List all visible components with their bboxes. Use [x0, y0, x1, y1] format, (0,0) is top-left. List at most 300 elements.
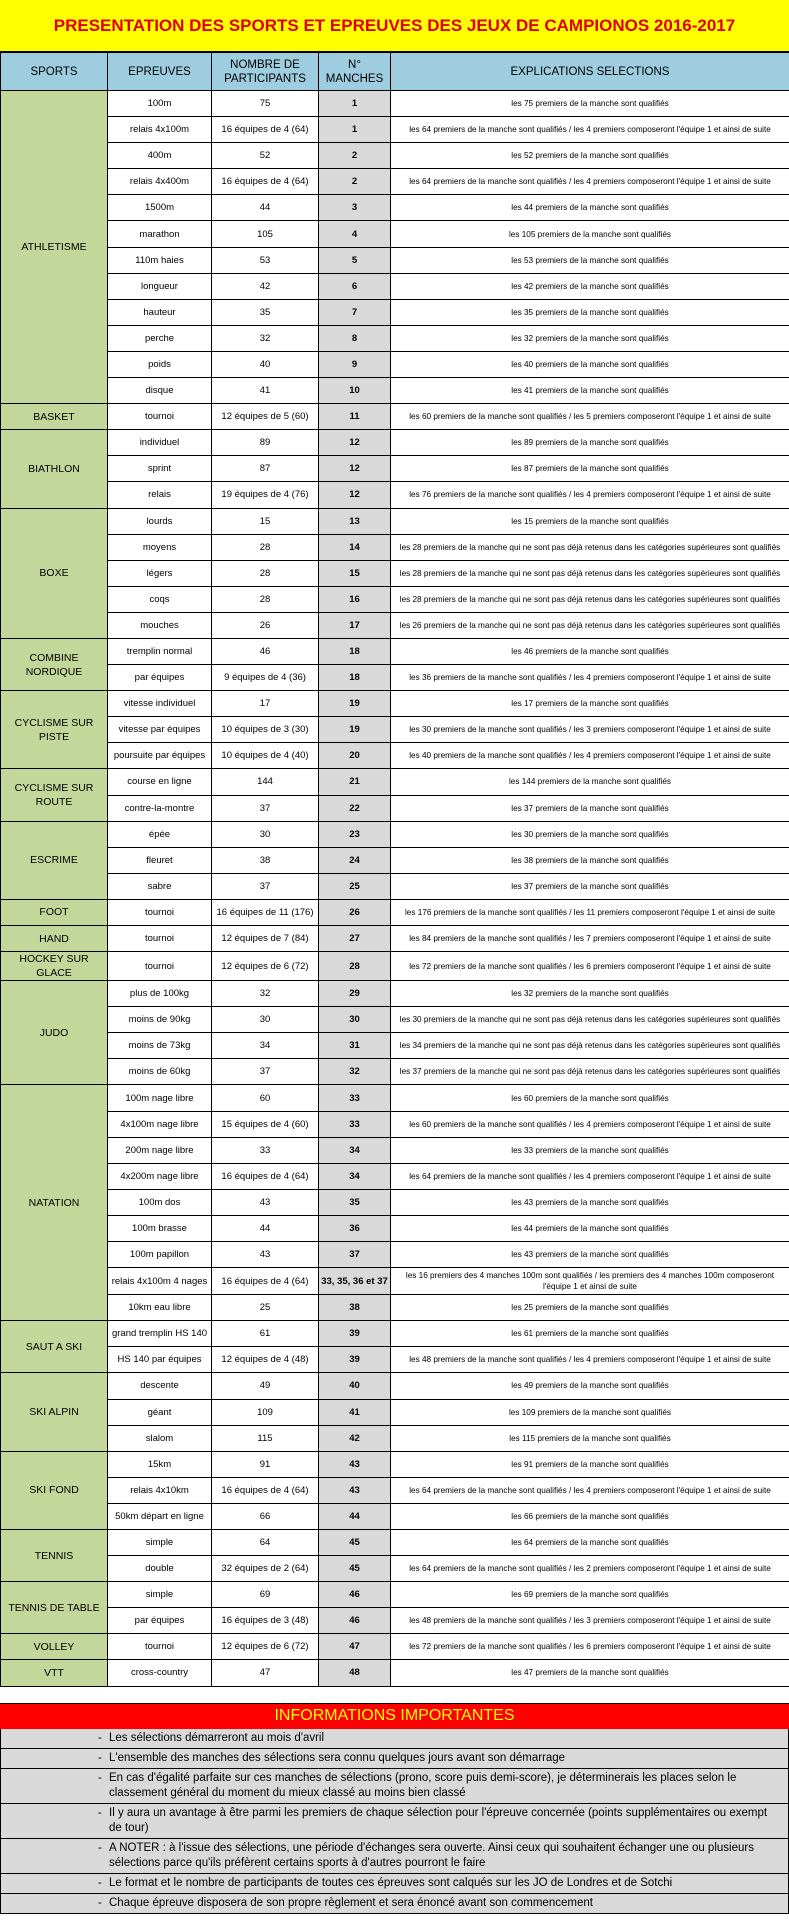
participants-count: 38: [212, 847, 319, 873]
manche-number: 2: [319, 143, 391, 169]
event-name: longueur: [108, 273, 212, 299]
manche-number: 15: [319, 560, 391, 586]
participants-count: 16 équipes de 4 (64): [212, 1163, 319, 1189]
participants-count: 109: [212, 1399, 319, 1425]
table-row: [1, 482, 789, 508]
participants-count: 52: [212, 143, 319, 169]
bullet-dash: -: [98, 1896, 102, 1909]
participants-count: 33: [212, 1137, 319, 1163]
event-name: 200m nage libre: [108, 1137, 212, 1163]
table-row: [1, 273, 789, 299]
table-row: [1, 981, 789, 1007]
manche-number: 1: [319, 91, 391, 117]
manche-number: 7: [319, 299, 391, 325]
manche-number: 33: [319, 1111, 391, 1137]
sport-name: NATATION: [1, 1085, 108, 1321]
event-name: moins de 90kg: [108, 1007, 212, 1033]
table-row: [1, 926, 789, 952]
table-row: [1, 430, 789, 456]
table-row: [1, 586, 789, 612]
event-name: tournoi: [108, 926, 212, 952]
event-name: relais 4x400m: [108, 169, 212, 195]
table-row: [1, 1007, 789, 1033]
manche-number: 2: [319, 169, 391, 195]
participants-count: 10 équipes de 3 (30): [212, 717, 319, 743]
header-participants: NOMBRE DE PARTICIPANTS: [212, 53, 319, 91]
manche-number: 33: [319, 1085, 391, 1111]
manche-number: 13: [319, 508, 391, 534]
manche-number: 8: [319, 325, 391, 351]
manche-number: 46: [319, 1582, 391, 1608]
manche-number: 28: [319, 952, 391, 981]
table-row: [1, 1347, 789, 1373]
table-row: [1, 1425, 789, 1451]
selection-explanation: les 52 premiers de la manche sont qualifiés: [391, 143, 789, 169]
info-item-text: Le format et le nombre de participants de toutes ces épreuves sont calqués sur les JO de Londres et de Sotchi: [109, 1876, 673, 1889]
page-title: PRESENTATION DES SPORTS ET EPREUVES DES JEUX DE CAMPIONOS 2016-2017: [0, 0, 789, 52]
selection-explanation: les 36 premiers de la manche sont qualifiés / les 4 premiers composeront l'équipe 1 et ainsi de suite: [391, 665, 789, 691]
sport-name: HOCKEY SUR GLACE: [1, 952, 108, 981]
selection-explanation: les 47 premiers de la manche sont qualifiés: [391, 1660, 789, 1686]
manche-number: 29: [319, 981, 391, 1007]
manche-number: 42: [319, 1425, 391, 1451]
manche-number: 19: [319, 717, 391, 743]
selection-explanation: les 38 premiers de la manche sont qualifiés: [391, 847, 789, 873]
selection-explanation: les 26 premiers de la manche qui ne sont pas déjà retenus dans les catégories supérieures sont qualifiés: [391, 612, 789, 638]
event-name: tournoi: [108, 952, 212, 981]
sport-name: SKI FOND: [1, 1451, 108, 1529]
participants-count: 16 équipes de 4 (64): [212, 1268, 319, 1295]
event-name: 50km départ en ligne: [108, 1503, 212, 1529]
manche-number: 31: [319, 1033, 391, 1059]
participants-count: 32: [212, 325, 319, 351]
event-name: vitesse par équipes: [108, 717, 212, 743]
selection-explanation: les 69 premiers de la manche sont qualifiés: [391, 1582, 789, 1608]
participants-count: 43: [212, 1242, 319, 1268]
table-row: [1, 717, 789, 743]
selection-explanation: les 84 premiers de la manche sont qualifiés / les 7 premiers composeront l'équipe 1 et ainsi de suite: [391, 926, 789, 952]
manche-number: 18: [319, 665, 391, 691]
event-name: 1500m: [108, 195, 212, 221]
event-name: moins de 73kg: [108, 1033, 212, 1059]
table-row: [1, 1660, 789, 1686]
event-name: par équipes: [108, 665, 212, 691]
table-row: [1, 1085, 789, 1111]
participants-count: 15: [212, 508, 319, 534]
table-row: [1, 404, 789, 430]
manche-number: 39: [319, 1321, 391, 1347]
manche-number: 21: [319, 769, 391, 795]
event-name: sabre: [108, 873, 212, 899]
selection-explanation: les 34 premiers de la manche qui ne sont pas déjà retenus dans les catégories supérieures sont qualifiés: [391, 1033, 789, 1059]
event-name: grand tremplin HS 140: [108, 1321, 212, 1347]
sport-name: COMBINE NORDIQUE: [1, 638, 108, 690]
participants-count: 16 équipes de 4 (64): [212, 169, 319, 195]
selection-explanation: les 48 premiers de la manche sont qualifiés / les 3 premiers composeront l'équipe 1 et ainsi de suite: [391, 1608, 789, 1634]
sport-name: ESCRIME: [1, 821, 108, 899]
event-name: vitesse individuel: [108, 691, 212, 717]
event-name: simple: [108, 1582, 212, 1608]
table-row: [1, 1529, 789, 1555]
selection-explanation: les 28 premiers de la manche qui ne sont pas déjà retenus dans les catégories supérieures sont qualifiés: [391, 534, 789, 560]
manche-number: 14: [319, 534, 391, 560]
selection-explanation: les 66 premiers de la manche sont qualifiés: [391, 1503, 789, 1529]
event-name: lourds: [108, 508, 212, 534]
manche-number: 34: [319, 1163, 391, 1189]
participants-count: 16 équipes de 11 (176): [212, 899, 319, 925]
selection-explanation: les 30 premiers de la manche sont qualifiés / les 3 premiers composeront l'équipe 1 et ainsi de suite: [391, 717, 789, 743]
table-row: [1, 952, 789, 981]
table-row: [1, 1608, 789, 1634]
manche-number: 27: [319, 926, 391, 952]
participants-count: 53: [212, 247, 319, 273]
table-row: [1, 1503, 789, 1529]
manche-number: 20: [319, 743, 391, 769]
header-manches: N° MANCHES: [319, 53, 391, 91]
table-row: [1, 299, 789, 325]
table-row: [1, 247, 789, 273]
event-name: 4x100m nage libre: [108, 1111, 212, 1137]
selection-explanation: les 17 premiers de la manche sont qualifiés: [391, 691, 789, 717]
header-sports: SPORTS: [1, 53, 108, 91]
participants-count: 40: [212, 351, 319, 377]
event-name: relais 4x100m: [108, 117, 212, 143]
selection-explanation: les 42 premiers de la manche sont qualifiés: [391, 273, 789, 299]
table-row: [1, 1556, 789, 1582]
participants-count: 69: [212, 1582, 319, 1608]
event-name: descente: [108, 1373, 212, 1399]
table-row: [1, 743, 789, 769]
table-row: [1, 456, 789, 482]
manche-number: 4: [319, 221, 391, 247]
selection-explanation: les 25 premiers de la manche sont qualifiés: [391, 1295, 789, 1321]
participants-count: 28: [212, 586, 319, 612]
selection-explanation: les 32 premiers de la manche sont qualifiés: [391, 325, 789, 351]
header-epreuves: EPREUVES: [108, 53, 212, 91]
manche-number: 47: [319, 1634, 391, 1660]
event-name: HS 140 par équipes: [108, 1347, 212, 1373]
info-item: [1, 1804, 788, 1839]
participants-count: 89: [212, 430, 319, 456]
event-name: légers: [108, 560, 212, 586]
event-name: géant: [108, 1399, 212, 1425]
participants-count: 25: [212, 1295, 319, 1321]
event-name: coqs: [108, 586, 212, 612]
participants-count: 105: [212, 221, 319, 247]
event-name: fleuret: [108, 847, 212, 873]
selection-explanation: les 61 premiers de la manche sont qualifiés: [391, 1321, 789, 1347]
selection-explanation: les 64 premiers de la manche sont qualifiés / les 4 premiers composeront l'équipe 1 et ainsi de suite: [391, 1477, 789, 1503]
participants-count: 16 équipes de 3 (48): [212, 1608, 319, 1634]
event-name: perche: [108, 325, 212, 351]
manche-number: 24: [319, 847, 391, 873]
participants-count: 28: [212, 560, 319, 586]
participants-count: 28: [212, 534, 319, 560]
manche-number: 26: [319, 899, 391, 925]
selection-explanation: les 15 premiers de la manche sont qualifiés: [391, 508, 789, 534]
selection-explanation: les 109 premiers de la manche sont qualifiés: [391, 1399, 789, 1425]
table-row: [1, 1111, 789, 1137]
event-name: 100m: [108, 91, 212, 117]
bullet-dash: -: [98, 1841, 102, 1854]
participants-count: 144: [212, 769, 319, 795]
info-item: [1, 1874, 788, 1894]
selection-explanation: les 176 premiers de la manche sont qualifiés / les 11 premiers composeront l'équipe 1 et ainsi de suite: [391, 899, 789, 925]
selection-explanation: les 64 premiers de la manche sont qualifiés: [391, 1529, 789, 1555]
selection-explanation: les 60 premiers de la manche sont qualifiés: [391, 1085, 789, 1111]
info-item: [1, 1894, 788, 1914]
participants-count: 12 équipes de 6 (72): [212, 1634, 319, 1660]
participants-count: 26: [212, 612, 319, 638]
participants-count: 46: [212, 638, 319, 664]
manche-number: 12: [319, 430, 391, 456]
event-name: 400m: [108, 143, 212, 169]
selection-explanation: les 44 premiers de la manche sont qualifiés: [391, 195, 789, 221]
participants-count: 12 équipes de 5 (60): [212, 404, 319, 430]
manche-number: 43: [319, 1451, 391, 1477]
participants-count: 19 équipes de 4 (76): [212, 482, 319, 508]
table-row: [1, 169, 789, 195]
table-row: [1, 873, 789, 899]
header-explications: EXPLICATIONS SELECTIONS: [391, 53, 789, 91]
table-row: [1, 612, 789, 638]
selection-explanation: les 16 premiers des 4 manches 100m sont qualifiés / les premiers des 4 manches 100m composeront l'équipe 1 et ainsi de suite: [391, 1268, 789, 1295]
info-item-text: Les sélections démarreront au mois d'avril: [109, 1731, 325, 1744]
participants-count: 47: [212, 1660, 319, 1686]
info-item-text: En cas d'égalité parfaite sur ces manches de sélections (prono, score puis demi-score), je déterminerais les places selon le classement général du moment du mieux classé au moins bien classé: [109, 1771, 737, 1799]
manche-number: 48: [319, 1660, 391, 1686]
bullet-dash: -: [98, 1876, 102, 1889]
info-item: [1, 1839, 788, 1874]
event-name: relais 4x100m 4 nages: [108, 1268, 212, 1295]
manche-number: 17: [319, 612, 391, 638]
manche-number: 12: [319, 456, 391, 482]
event-name: simple: [108, 1529, 212, 1555]
event-name: tournoi: [108, 404, 212, 430]
manche-number: 30: [319, 1007, 391, 1033]
selection-explanation: les 64 premiers de la manche sont qualifiés / les 4 premiers composeront l'équipe 1 et ainsi de suite: [391, 169, 789, 195]
event-name: épée: [108, 821, 212, 847]
sport-name: JUDO: [1, 981, 108, 1085]
info-item-text: Chaque épreuve disposera de son propre règlement et sera énoncé avant son commencement: [109, 1896, 593, 1909]
event-name: relais: [108, 482, 212, 508]
selection-explanation: les 144 premiers de la manche sont qualifiés: [391, 769, 789, 795]
table-row: [1, 1059, 789, 1085]
participants-count: 15 équipes de 4 (60): [212, 1111, 319, 1137]
manche-number: 34: [319, 1137, 391, 1163]
event-name: tournoi: [108, 899, 212, 925]
table-row: [1, 691, 789, 717]
participants-count: 87: [212, 456, 319, 482]
participants-count: 43: [212, 1189, 319, 1215]
event-name: marathon: [108, 221, 212, 247]
table-row: [1, 821, 789, 847]
participants-count: 91: [212, 1451, 319, 1477]
participants-count: 61: [212, 1321, 319, 1347]
manche-number: 32: [319, 1059, 391, 1085]
event-name: 100m brasse: [108, 1215, 212, 1241]
manche-number: 39: [319, 1347, 391, 1373]
sport-name: VTT: [1, 1660, 108, 1686]
event-name: poids: [108, 351, 212, 377]
event-name: 15km: [108, 1451, 212, 1477]
sport-name: TENNIS DE TABLE: [1, 1582, 108, 1634]
sport-name: FOOT: [1, 899, 108, 925]
manche-number: 10: [319, 378, 391, 404]
manche-number: 25: [319, 873, 391, 899]
selection-explanation: les 87 premiers de la manche sont qualifiés: [391, 456, 789, 482]
selection-explanation: les 28 premiers de la manche qui ne sont pas déjà retenus dans les catégories supérieures sont qualifiés: [391, 560, 789, 586]
table-header-row: [1, 53, 789, 91]
participants-count: 10 équipes de 4 (40): [212, 743, 319, 769]
selection-explanation: les 37 premiers de la manche sont qualifiés: [391, 873, 789, 899]
table-row: [1, 378, 789, 404]
selection-explanation: les 105 premiers de la manche sont qualifiés: [391, 221, 789, 247]
info-item-text: L'ensemble des manches des sélections sera connu quelques jours avant son démarrage: [109, 1751, 566, 1764]
participants-count: 16 équipes de 4 (64): [212, 117, 319, 143]
table-row: [1, 1477, 789, 1503]
selection-explanation: les 48 premiers de la manche sont qualifiés / les 4 premiers composeront l'équipe 1 et ainsi de suite: [391, 1347, 789, 1373]
bullet-dash: -: [98, 1731, 102, 1744]
manche-number: 5: [319, 247, 391, 273]
event-name: cross-country: [108, 1660, 212, 1686]
table-row: [1, 899, 789, 925]
event-name: 110m haies: [108, 247, 212, 273]
participants-count: 41: [212, 378, 319, 404]
sport-name: VOLLEY: [1, 1634, 108, 1660]
manche-number: 40: [319, 1373, 391, 1399]
manche-number: 3: [319, 195, 391, 221]
event-name: sprint: [108, 456, 212, 482]
manche-number: 1: [319, 117, 391, 143]
manche-number: 19: [319, 691, 391, 717]
selection-explanation: les 60 premiers de la manche sont qualifiés / les 4 premiers composeront l'équipe 1 et ainsi de suite: [391, 1111, 789, 1137]
event-name: 100m papillon: [108, 1242, 212, 1268]
event-name: 100m dos: [108, 1189, 212, 1215]
bullet-dash: -: [98, 1771, 102, 1784]
info-item: [1, 1749, 788, 1769]
table-row: [1, 1451, 789, 1477]
selection-explanation: les 37 premiers de la manche qui ne sont pas déjà retenus dans les catégories supérieures sont qualifiés: [391, 1059, 789, 1085]
participants-count: 75: [212, 91, 319, 117]
manche-number: 38: [319, 1295, 391, 1321]
event-name: hauteur: [108, 299, 212, 325]
table-row: [1, 560, 789, 586]
selection-explanation: les 40 premiers de la manche sont qualifiés / les 4 premiers composeront l'équipe 1 et ainsi de suite: [391, 743, 789, 769]
selection-explanation: les 37 premiers de la manche sont qualifiés: [391, 795, 789, 821]
sport-name: BIATHLON: [1, 430, 108, 508]
participants-count: 30: [212, 1007, 319, 1033]
sports-table: [0, 52, 789, 1687]
table-row: [1, 1163, 789, 1189]
manche-number: 37: [319, 1242, 391, 1268]
manche-number: 43: [319, 1477, 391, 1503]
table-row: [1, 1634, 789, 1660]
selection-explanation: les 28 premiers de la manche qui ne sont pas déjà retenus dans les catégories supérieures sont qualifiés: [391, 586, 789, 612]
participants-count: 35: [212, 299, 319, 325]
participants-count: 64: [212, 1529, 319, 1555]
table-row: [1, 1242, 789, 1268]
table-row: [1, 638, 789, 664]
participants-count: 49: [212, 1373, 319, 1399]
selection-explanation: les 43 premiers de la manche sont qualifiés: [391, 1242, 789, 1268]
event-name: 10km eau libre: [108, 1295, 212, 1321]
selection-explanation: les 49 premiers de la manche sont qualifiés: [391, 1373, 789, 1399]
sport-name: ATHLETISME: [1, 91, 108, 404]
selection-explanation: les 40 premiers de la manche sont qualifiés: [391, 351, 789, 377]
table-row: [1, 1268, 789, 1295]
info-item-text: A NOTER : à l'issue des sélections, une période d'échanges sera ouverte. Ainsi ceux qui souhaitent échanger une ou plusieurs sélections parce qu'ils préfèrent certains sports à d'autres pourront le faire: [109, 1841, 754, 1869]
info-title: INFORMATIONS IMPORTANTES: [0, 1703, 789, 1729]
event-name: tournoi: [108, 1634, 212, 1660]
manche-number: 16: [319, 586, 391, 612]
bullet-dash: -: [98, 1751, 102, 1764]
manche-number: 18: [319, 638, 391, 664]
selection-explanation: les 64 premiers de la manche sont qualifiés / les 2 premiers composeront l'équipe 1 et ainsi de suite: [391, 1556, 789, 1582]
sport-name: BOXE: [1, 508, 108, 638]
info-item: [1, 1769, 788, 1804]
table-row: [1, 221, 789, 247]
manche-number: 46: [319, 1608, 391, 1634]
table-row: [1, 117, 789, 143]
table-row: [1, 1137, 789, 1163]
event-name: moyens: [108, 534, 212, 560]
manche-number: 45: [319, 1529, 391, 1555]
table-row: [1, 508, 789, 534]
table-row: [1, 1399, 789, 1425]
selection-explanation: les 89 premiers de la manche sont qualifiés: [391, 430, 789, 456]
selection-explanation: les 46 premiers de la manche sont qualifiés: [391, 638, 789, 664]
manche-number: 33, 35, 36 et 37: [319, 1268, 391, 1295]
event-name: course en ligne: [108, 769, 212, 795]
participants-count: 17: [212, 691, 319, 717]
participants-count: 12 équipes de 7 (84): [212, 926, 319, 952]
event-name: relais 4x10km: [108, 1477, 212, 1503]
participants-count: 12 équipes de 6 (72): [212, 952, 319, 981]
table-row: [1, 1373, 789, 1399]
event-name: poursuite par équipes: [108, 743, 212, 769]
manche-number: 22: [319, 795, 391, 821]
selection-explanation: les 53 premiers de la manche sont qualifiés: [391, 247, 789, 273]
sport-name: CYCLISME SUR ROUTE: [1, 769, 108, 821]
selection-explanation: les 35 premiers de la manche sont qualifiés: [391, 299, 789, 325]
participants-count: 9 équipes de 4 (36): [212, 665, 319, 691]
manche-number: 9: [319, 351, 391, 377]
participants-count: 32: [212, 981, 319, 1007]
sport-name: CYCLISME SUR PISTE: [1, 691, 108, 769]
info-item-text: Il y aura un avantage à être parmi les premiers de chaque sélection pour l'épreuve concernée (points supplémentaires ou exempt de tour): [109, 1806, 768, 1834]
table-row: [1, 665, 789, 691]
participants-count: 37: [212, 795, 319, 821]
event-name: par équipes: [108, 1608, 212, 1634]
selection-explanation: les 43 premiers de la manche sont qualifiés: [391, 1189, 789, 1215]
table-body: [1, 91, 789, 1687]
manche-number: 44: [319, 1503, 391, 1529]
participants-count: 44: [212, 195, 319, 221]
sport-name: HAND: [1, 926, 108, 952]
sport-name: SAUT A SKI: [1, 1321, 108, 1373]
table-row: [1, 1033, 789, 1059]
participants-count: 32 équipes de 2 (64): [212, 1556, 319, 1582]
selection-explanation: les 64 premiers de la manche sont qualifiés / les 4 premiers composeront l'équipe 1 et ainsi de suite: [391, 1163, 789, 1189]
selection-explanation: les 75 premiers de la manche sont qualifiés: [391, 91, 789, 117]
manche-number: 12: [319, 482, 391, 508]
selection-explanation: les 72 premiers de la manche sont qualifiés / les 6 premiers composeront l'équipe 1 et ainsi de suite: [391, 1634, 789, 1660]
info-item: [1, 1729, 788, 1749]
table-row: [1, 1189, 789, 1215]
selection-explanation: les 41 premiers de la manche sont qualifiés: [391, 378, 789, 404]
selection-explanation: les 33 premiers de la manche sont qualifiés: [391, 1137, 789, 1163]
